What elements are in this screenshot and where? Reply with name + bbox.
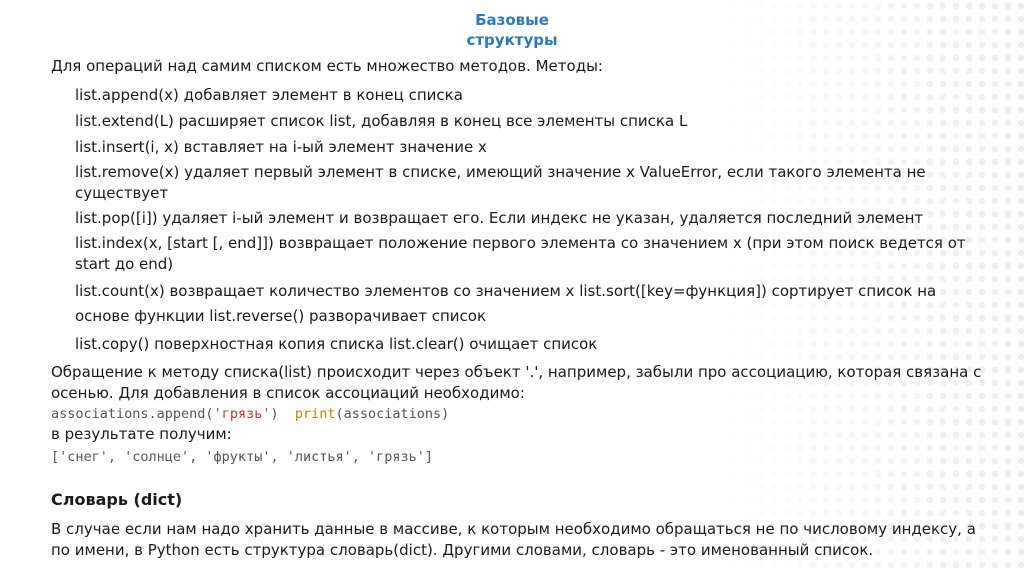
- dict-text-line-2: по имени, в Python есть структура словарь(dict). Другими словами, словарь - это именованный список.: [51, 541, 874, 559]
- dict-text-line-1: В случае если нам надо хранить данные в массиве, к которым необходимо обращаться не по числовому индексу, а: [51, 520, 976, 538]
- method-index-cont: start до end): [75, 255, 174, 273]
- method-count-sort: list.count(x) возвращает количество элементов со значением x list.sort([key=функция]) сортирует список на: [75, 282, 937, 300]
- code-close: ): [270, 406, 295, 422]
- code-append-print: [51, 404, 1011, 424]
- slide-title: [0, 10, 1024, 50]
- method-insert: list.insert(i, x) вставляет на i-ый элемент значение x: [75, 138, 487, 156]
- slide-content: [51, 56, 1011, 561]
- access-text-line-1: Обращение к методу списка(list) происходит через объект '.', например, забыли про ассоциацию, которая связана с: [51, 363, 982, 381]
- dict-heading: Словарь (dict): [51, 490, 183, 509]
- method-remove-cont: существует: [75, 184, 169, 202]
- method-remove: list.remove(x) удаляет первый элемент в списке, имеющий значение x ValueError, если такого элемента не: [75, 163, 926, 181]
- intro-text: Для операций над самим списком есть множество методов. Методы:: [51, 57, 603, 75]
- code-call: associations.append(: [51, 406, 214, 422]
- method-sort-reverse: основе функции list.reverse() разворачивает список: [75, 307, 487, 325]
- method-index: list.index(x, [start [, end]]) возвращает положение первого элемента со значением x (при этом поиск ведется от: [75, 234, 966, 252]
- method-extend: list.extend(L) расширяет список list, добавляя в конец все элементы списка L: [75, 112, 688, 130]
- result-label: в результате получим:: [51, 425, 232, 443]
- method-pop: list.pop([i]) удаляет i-ый элемент и возвращает его. Если индекс не указан, удаляется последний элемент: [75, 209, 924, 227]
- slide-title-line-2: структуры: [466, 31, 558, 49]
- slide-title-line-1: Базовые: [475, 11, 549, 29]
- method-append: list.append(x) добавляет элемент в конец списка: [75, 86, 463, 104]
- code-print-args: (associations): [335, 406, 450, 422]
- result-output: ['снег', 'солнце', 'фрукты', 'листья', 'грязь']: [51, 449, 434, 465]
- code-string: 'грязь': [213, 406, 271, 422]
- access-text-line-2: осенью. Для добавления в список ассоциаций необходимо:: [51, 384, 525, 402]
- method-copy-clear: list.copy() поверхностная копия списка list.clear() очищает список: [75, 335, 598, 353]
- code-print-keyword: print: [294, 406, 336, 422]
